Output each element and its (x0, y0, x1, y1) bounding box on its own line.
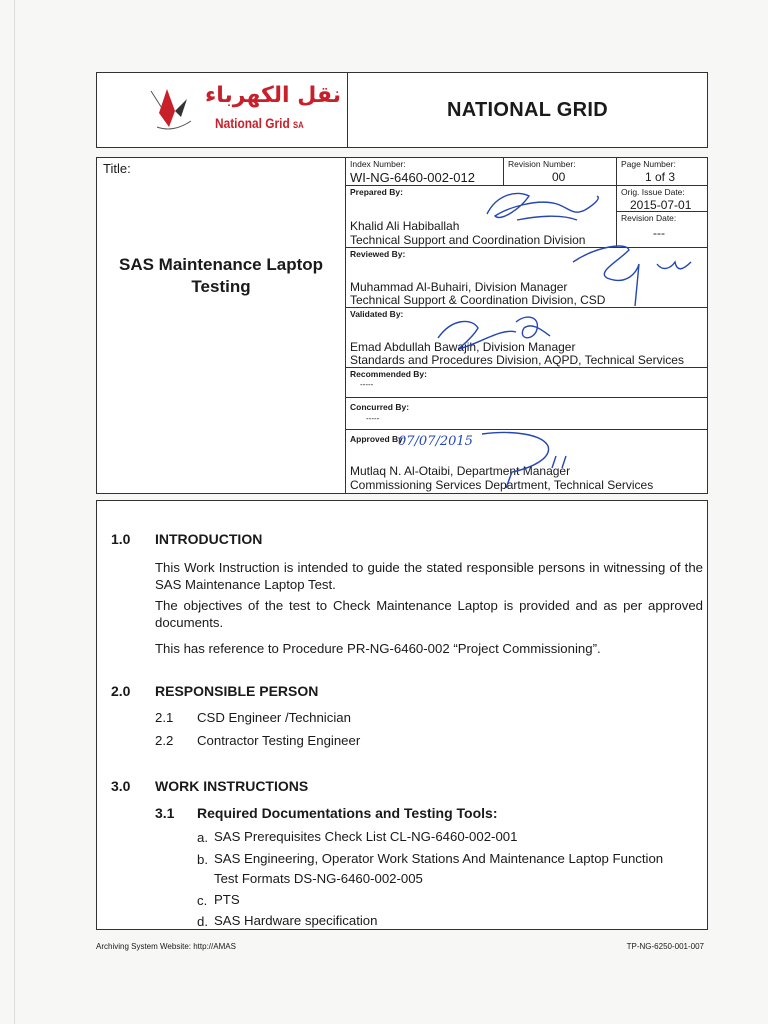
paragraph: This has reference to Procedure PR-NG-6460-002 “Project Commissioning”. (155, 641, 601, 656)
footer-template-number: TP-NG-6250-001-007 (626, 942, 704, 951)
approved-by-dept: Commissioning Services Department, Technical Services (350, 478, 654, 492)
logo-arabic-text: نقل الكهرباء (205, 83, 341, 108)
subsection-title: Required Documentations and Testing Tools: (197, 805, 498, 821)
recommended-by-cell: Recommended By: ----- (346, 368, 707, 398)
title-column (97, 158, 346, 493)
prepared-signature-icon (477, 186, 607, 230)
prepared-by-cell: Prepared By: Khalid Ali Habiballah Technical Support and Coordination Division (346, 186, 617, 248)
approved-signature-icon (452, 428, 572, 488)
index-number: WI-NG-6460-002-012 (350, 170, 475, 185)
prepared-by-name: Khalid Ali Habiballah (350, 219, 460, 233)
logo (97, 73, 348, 147)
section-number: 2.0 (111, 683, 131, 699)
list-item-number: 2.1 (155, 710, 174, 725)
page-number: 1 of 3 (645, 170, 676, 184)
footer-archiving-link: Archiving System Website: http://AMAS (96, 942, 236, 951)
list-marker: d. (197, 914, 208, 929)
section-number: 3.0 (111, 778, 131, 794)
validated-signature-icon (432, 308, 562, 368)
list-item-number: 2.2 (155, 733, 174, 748)
approval-table (96, 157, 708, 494)
revision-number: 00 (552, 170, 566, 184)
logo-english-text: National Grid SA (215, 115, 304, 131)
approved-by-cell: Approved By: 07/07/2015 Mutlaq N. Al-Otaibi, Department Manager Commissioning Services Department, Technical Services (350, 434, 654, 492)
validated-by-dept: Standards and Procedures Division, AQPD, Technical Services (350, 353, 684, 367)
document-title: SAS Maintenance Laptop Testing (118, 255, 324, 296)
list-marker: b. (197, 852, 208, 867)
reviewed-by-dept: Technical Support & Coordination Division, CSD (350, 293, 606, 307)
section-title-work-instructions: WORK INSTRUCTIONS (155, 778, 309, 794)
page-number-cell: Page Number: 1 of 3 (617, 158, 707, 186)
approved-date-handwritten: 07/07/2015 (398, 434, 473, 449)
recommended-by-value: ----- (360, 380, 374, 389)
reviewed-signature-icon (567, 242, 707, 312)
list-marker: a. (197, 830, 208, 845)
list-item: SAS Hardware specification (214, 913, 378, 928)
revision-number-cell: Revision Number: 00 (504, 158, 617, 186)
reviewed-by-name: Muhammad Al-Buhairi, Division Manager (350, 280, 568, 294)
revision-date: --- (653, 226, 665, 240)
validated-by-name: Emad Abdullah Bawajih, Division Manager (350, 340, 576, 354)
concurred-by-value: ----- (366, 414, 380, 423)
issue-date: 2015-07-01 (630, 198, 692, 212)
revision-date-cell: Revision Date: --- (617, 212, 707, 248)
issue-date-cell: Orig. Issue Date: 2015-07-01 (617, 186, 707, 212)
validated-by-cell: Validated By: Emad Abdullah Bawajih, Division Manager Standards and Procedures Division, AQPD, Technical Services (346, 308, 707, 368)
concurred-by-cell: Concurred By: ----- (346, 398, 707, 430)
national-grid-logo-icon (147, 83, 199, 135)
document-header (96, 72, 708, 148)
company-name: NATIONAL GRID (447, 98, 608, 121)
section-title-introduction: INTRODUCTION (155, 531, 263, 547)
page-edge (14, 0, 15, 1024)
approved-by-name: Mutlaq N. Al-Otaibi, Department Manager (350, 464, 571, 478)
list-item: SAS Prerequisites Check List CL-NG-6460-002-001 (214, 829, 518, 844)
list-item: PTS (214, 892, 240, 907)
document-body (96, 500, 708, 930)
reviewed-by-cell: Reviewed By: Muhammad Al-Buhairi, Division Manager Technical Support & Coordination Division, CSD (346, 248, 707, 308)
paragraph: The objectives of the test to Check Maintenance Laptop is provided and as per approved documents. (155, 598, 703, 630)
title-label: Title: (103, 161, 131, 176)
index-number-cell: Index Number: WI-NG-6460-002-012 (346, 158, 504, 186)
list-item: SAS Engineering, Operator Work Stations And Maintenance Laptop Function Test Formats DS-NG-6460-002-005 (214, 851, 664, 886)
section-title-responsible-person: RESPONSIBLE PERSON (155, 683, 319, 699)
list-item: Contractor Testing Engineer (197, 733, 361, 748)
section-number: 1.0 (111, 531, 131, 547)
prepared-by-dept: Technical Support and Coordination Division (350, 233, 586, 247)
subsection-number: 3.1 (155, 805, 175, 821)
list-marker: c. (197, 893, 208, 908)
list-item: CSD Engineer /Technician (197, 710, 351, 725)
paragraph: This Work Instruction is intended to guide the stated responsible persons in witnessing of the SAS Maintenance Laptop Test. (155, 560, 703, 592)
